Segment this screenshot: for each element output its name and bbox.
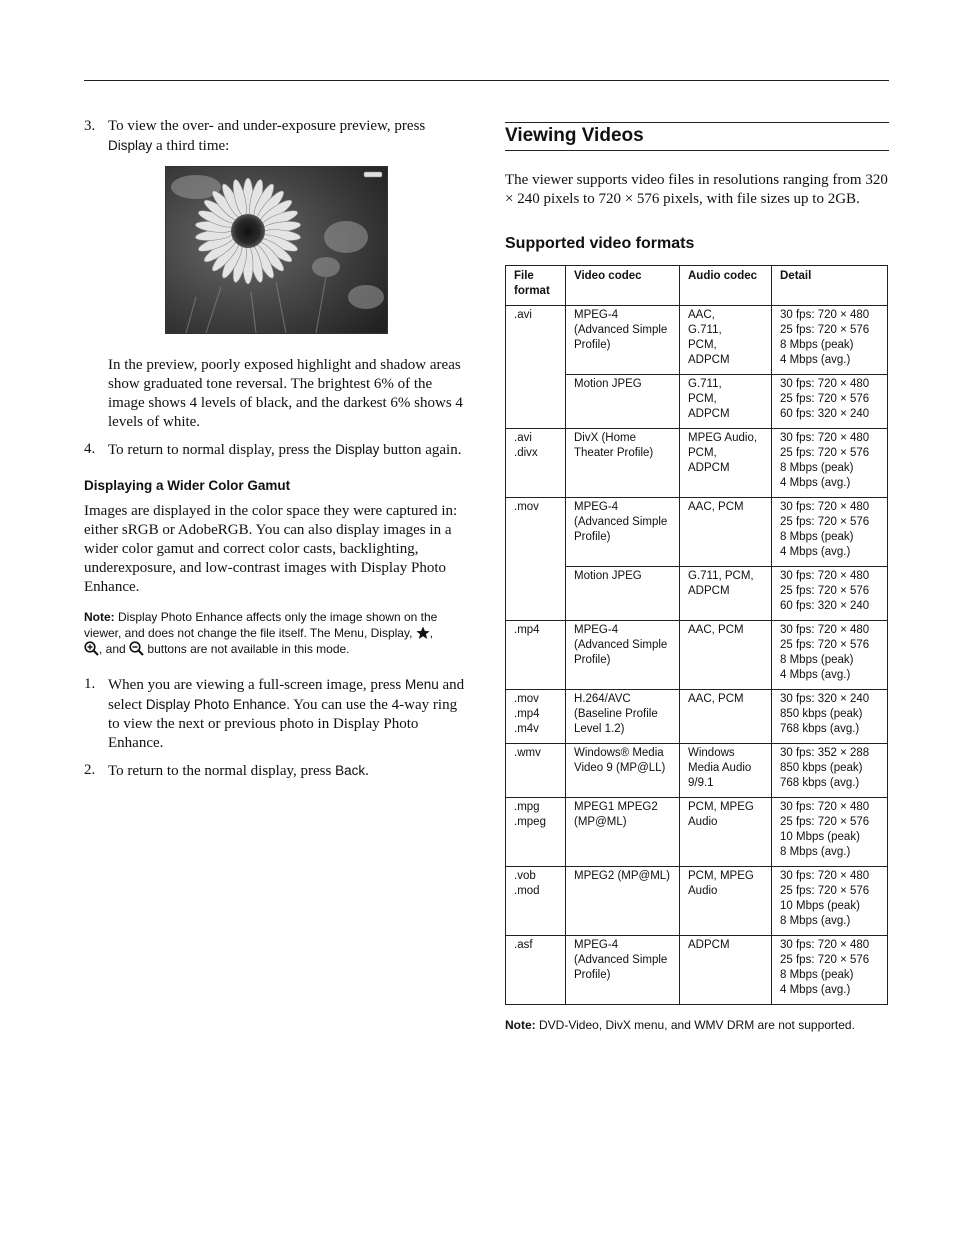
step-4 <box>84 440 466 460</box>
cell-detail <box>772 429 888 498</box>
cell-video-codec <box>566 375 680 429</box>
cell-video-codec-line: MPEG-4 (Advanced Simple Profile) <box>574 624 668 666</box>
cell-file-format-line: .mpg <box>514 801 540 813</box>
cell-video-codec-line: DivX (Home Theater Profile) <box>574 432 654 459</box>
cell-detail-line: 30 fps: 720 × 480 <box>780 624 870 636</box>
table-row <box>506 867 888 936</box>
cell-detail <box>772 867 888 936</box>
step-text: and select <box>108 677 465 713</box>
cell-audio-codec <box>680 498 772 567</box>
cell-audio-codec-line: PCM, MPEG Audio <box>688 801 754 828</box>
cell-detail <box>772 306 888 375</box>
cell-detail <box>772 621 888 690</box>
cell-detail-line: 850 kbps (peak) <box>780 762 863 774</box>
cell-audio-codec-line: ADPCM <box>688 408 730 420</box>
cell-file-format-line: .mod <box>514 885 540 897</box>
cell-audio-codec-line: G.711, <box>688 324 722 336</box>
cell-file-format <box>506 690 566 744</box>
preview-description: In the preview, poorly exposed highlight and shadow areas show graduated tone reversal. The brightest 6% of the image shows 4 levels of black, and the darkest 6% shows 4 levels of white. <box>108 357 463 430</box>
cell-audio-codec <box>680 798 772 867</box>
cell-detail <box>772 498 888 567</box>
cell-video-codec <box>566 744 680 798</box>
cell-detail-line: 768 kbps (avg.) <box>780 723 860 735</box>
step-number: 1. <box>84 676 96 692</box>
right-column <box>505 122 889 1032</box>
cell-video-codec <box>566 621 680 690</box>
cell-audio-codec-line: AAC, PCM <box>688 624 744 636</box>
note-label: Note: <box>505 1018 536 1032</box>
cell-audio-codec-line: ADPCM <box>688 462 730 474</box>
cell-file-format-line: .avi <box>514 432 532 444</box>
cell-detail <box>772 375 888 429</box>
cell-detail-line: 8 Mbps (peak) <box>780 531 854 543</box>
cell-video-codec-line: Windows® Media Video 9 (MP@LL) <box>574 747 666 774</box>
note-text: Display Photo Enhance affects only the image shown on the viewer, and does not change the file itself. The Menu, Display, <box>84 610 438 640</box>
cell-detail-line: 8 Mbps (peak) <box>780 969 854 981</box>
cell-file-format-line: .avi <box>514 309 532 321</box>
zoom-out-icon <box>129 641 144 656</box>
cell-video-codec <box>566 936 680 1005</box>
cell-audio-codec-line: PCM, <box>688 447 717 459</box>
cell-audio-codec-line: AAC, <box>688 309 715 321</box>
cell-audio-codec-line: ADPCM <box>688 354 730 366</box>
cell-detail-line: 25 fps: 720 × 576 <box>780 324 870 336</box>
cell-video-codec-line: MPEG2 (MP@ML) <box>574 870 671 882</box>
step-text: To return to normal display, press the <box>108 442 332 458</box>
cell-detail <box>772 690 888 744</box>
step-text: button again. <box>383 442 462 458</box>
cell-audio-codec-line: PCM, MPEG Audio <box>688 870 754 897</box>
video-formats-table <box>505 265 888 1005</box>
cell-audio-codec-line: ADPCM <box>688 939 730 951</box>
cell-audio-codec-line: PCM, <box>688 339 717 351</box>
sunflower-photo <box>165 166 388 334</box>
cell-audio-codec <box>680 429 772 498</box>
table-row <box>506 429 888 498</box>
cell-detail-line: 30 fps: 720 × 480 <box>780 801 870 813</box>
cell-file-format <box>506 621 566 690</box>
cell-file-format-line: .mpeg <box>514 816 546 828</box>
cell-detail <box>772 936 888 1005</box>
cell-detail-line: 60 fps: 320 × 240 <box>780 408 870 420</box>
header-file-format: File format <box>506 266 566 306</box>
step-text: a third time: <box>156 138 230 154</box>
cell-detail-line: 30 fps: 720 × 480 <box>780 870 870 882</box>
table-header-row <box>506 266 888 306</box>
cell-detail-line: 30 fps: 720 × 480 <box>780 501 870 513</box>
cell-video-codec-line: MPEG-4 (Advanced Simple Profile) <box>574 309 668 351</box>
cell-detail-line: 4 Mbps (avg.) <box>780 477 851 489</box>
table-row <box>506 690 888 744</box>
table-row <box>506 798 888 867</box>
cell-file-format-line: .mov <box>514 693 539 705</box>
cell-detail <box>772 567 888 621</box>
cell-file-format-line: .wmv <box>514 747 541 759</box>
cell-audio-codec-line: PCM, <box>688 393 717 405</box>
cell-file-format <box>506 429 566 498</box>
cell-video-codec <box>566 306 680 375</box>
note-text: buttons are not available in this mode. <box>147 642 350 656</box>
step-text: To return to the normal display, press <box>108 763 332 779</box>
table-row <box>506 744 888 798</box>
header-video-codec: Video codec <box>566 266 680 306</box>
cell-detail-line: 30 fps: 720 × 480 <box>780 378 870 390</box>
cell-audio-codec <box>680 936 772 1005</box>
table-row <box>506 936 888 1005</box>
cell-detail-line: 25 fps: 720 × 576 <box>780 885 870 897</box>
intro-paragraph: The viewer supports video files in resolutions ranging from 320 × 240 pixels to 720 × 576 pixels, with file sizes up to 2GB. <box>505 172 888 207</box>
cell-detail-line: 25 fps: 720 × 576 <box>780 816 870 828</box>
cell-file-format <box>506 798 566 867</box>
section-heading: Supported video formats <box>505 235 695 252</box>
step-text: . <box>365 763 369 779</box>
cell-detail <box>772 744 888 798</box>
note-sep: , <box>429 626 434 640</box>
page-title: Viewing Videos <box>505 122 889 151</box>
display-key-label: Display <box>108 138 153 153</box>
cell-audio-codec-line: AAC, PCM <box>688 693 744 705</box>
gamut-note <box>84 609 466 657</box>
step-number: 2. <box>84 762 96 778</box>
cell-audio-codec <box>680 306 772 375</box>
cell-detail-line: 10 Mbps (peak) <box>780 900 860 912</box>
cell-detail-line: 4 Mbps (avg.) <box>780 984 851 996</box>
cell-detail-line: 8 Mbps (avg.) <box>780 915 851 927</box>
cell-audio-codec <box>680 621 772 690</box>
cell-detail-line: 25 fps: 720 × 576 <box>780 639 870 651</box>
cell-detail-line: 25 fps: 720 × 576 <box>780 393 870 405</box>
cell-file-format <box>506 306 566 429</box>
cell-detail-line: 30 fps: 720 × 480 <box>780 939 870 951</box>
left-column <box>84 117 466 789</box>
cell-file-format-line: .mp4 <box>514 624 540 636</box>
cell-audio-codec <box>680 867 772 936</box>
top-rule <box>84 80 889 81</box>
step-1 <box>84 675 466 753</box>
cell-audio-codec <box>680 690 772 744</box>
cell-file-format-line: .mp4 <box>514 708 540 720</box>
cell-video-codec <box>566 798 680 867</box>
cell-audio-codec-line: MPEG Audio, <box>688 432 758 444</box>
cell-detail-line: 25 fps: 720 × 576 <box>780 447 870 459</box>
menu-key-label: Menu <box>404 677 439 692</box>
cell-detail-line: 30 fps: 720 × 480 <box>780 570 870 582</box>
cell-video-codec <box>566 429 680 498</box>
table-body <box>506 306 888 1005</box>
cell-file-format <box>506 867 566 936</box>
cell-video-codec-line: Motion JPEG <box>574 570 642 582</box>
cell-video-codec <box>566 567 680 621</box>
cell-audio-codec-line: AAC, PCM <box>688 501 744 513</box>
cell-detail-line: 8 Mbps (peak) <box>780 654 854 666</box>
cell-file-format-line: .asf <box>514 939 533 951</box>
cell-detail-line: 8 Mbps (peak) <box>780 339 854 351</box>
cell-file-format <box>506 744 566 798</box>
cell-detail-line: 25 fps: 720 × 576 <box>780 516 870 528</box>
cell-audio-codec-line: G.711, PCM, ADPCM <box>688 570 754 597</box>
table-row <box>506 498 888 567</box>
cell-file-format-line: .mov <box>514 501 539 513</box>
cell-audio-codec-line: Windows Media Audio 9/9.1 <box>688 747 752 789</box>
table-row <box>506 621 888 690</box>
step-text: You can use the 4-way ring to view the next or previous photo in Display Photo Enhance. <box>108 697 458 751</box>
cell-video-codec-line: MPEG-4 (Advanced Simple Profile) <box>574 501 668 543</box>
cell-detail-line: 768 kbps (avg.) <box>780 777 860 789</box>
table-row <box>506 306 888 375</box>
cell-video-codec <box>566 498 680 567</box>
star-icon <box>416 626 430 640</box>
cell-file-format <box>506 936 566 1005</box>
cell-video-codec <box>566 867 680 936</box>
display-photo-enhance-label: Display Photo Enhance. <box>145 697 290 712</box>
cell-file-format-line: .vob <box>514 870 536 882</box>
cell-audio-codec <box>680 744 772 798</box>
cell-detail-line: 10 Mbps (peak) <box>780 831 860 843</box>
note-text: DVD-Video, DivX menu, and WMV DRM are not supported. <box>539 1018 855 1032</box>
cell-detail-line: 30 fps: 352 × 288 <box>780 747 870 759</box>
header-detail: Detail <box>772 266 888 306</box>
cell-detail-line: 4 Mbps (avg.) <box>780 354 851 366</box>
zoom-in-icon <box>84 641 99 656</box>
cell-audio-codec-line: G.711, <box>688 378 722 390</box>
cell-detail-line: 4 Mbps (avg.) <box>780 669 851 681</box>
step-2 <box>84 761 466 781</box>
step-number: 3. <box>84 118 96 134</box>
cell-detail-line: 30 fps: 320 × 240 <box>780 693 870 705</box>
cell-audio-codec <box>680 567 772 621</box>
note-label: Note: <box>84 610 115 624</box>
cell-detail <box>772 798 888 867</box>
step-text: To view the over- and under-exposure preview, press <box>108 118 426 134</box>
step-number: 4. <box>84 441 96 457</box>
cell-video-codec-line: MPEG-4 (Advanced Simple Profile) <box>574 939 668 981</box>
cell-detail-line: 30 fps: 720 × 480 <box>780 432 870 444</box>
photo-image <box>166 167 387 333</box>
cell-detail-line: 30 fps: 720 × 480 <box>780 309 870 321</box>
header-audio-codec: Audio codec <box>680 266 772 306</box>
cell-detail-line: 60 fps: 320 × 240 <box>780 600 870 612</box>
step-text: When you are viewing a full-screen image, press <box>108 677 402 693</box>
back-key-label: Back <box>335 763 366 778</box>
display-key-label: Display <box>335 442 380 457</box>
cell-detail-line: 850 kbps (peak) <box>780 708 863 720</box>
cell-audio-codec <box>680 375 772 429</box>
gamut-heading: Displaying a Wider Color Gamut <box>84 478 291 493</box>
cell-detail-line: 8 Mbps (peak) <box>780 462 854 474</box>
step-3 <box>84 117 466 156</box>
cell-video-codec-line: MPEG1 MPEG2 (MP@ML) <box>574 801 658 828</box>
footnote <box>505 1018 889 1032</box>
cell-detail-line: 8 Mbps (avg.) <box>780 846 851 858</box>
cell-file-format <box>506 498 566 621</box>
cell-video-codec-line: H.264/AVC (Baseline Profile Level 1.2) <box>574 693 658 735</box>
cell-file-format-line: .divx <box>514 447 538 459</box>
cell-video-codec <box>566 690 680 744</box>
cell-detail-line: 4 Mbps (avg.) <box>780 546 851 558</box>
cell-detail-line: 25 fps: 720 × 576 <box>780 954 870 966</box>
cell-file-format-line: .m4v <box>514 723 539 735</box>
note-sep: , and <box>99 642 126 656</box>
cell-detail-line: 25 fps: 720 × 576 <box>780 585 870 597</box>
cell-video-codec-line: Motion JPEG <box>574 378 642 390</box>
gamut-description: Images are displayed in the color space they were captured in: either sRGB or AdobeRGB. You can also display images in a wider color gamut and correct color casts, backlighting, underexposure, and low-contrast images with Display Photo Enhance. <box>84 503 458 595</box>
